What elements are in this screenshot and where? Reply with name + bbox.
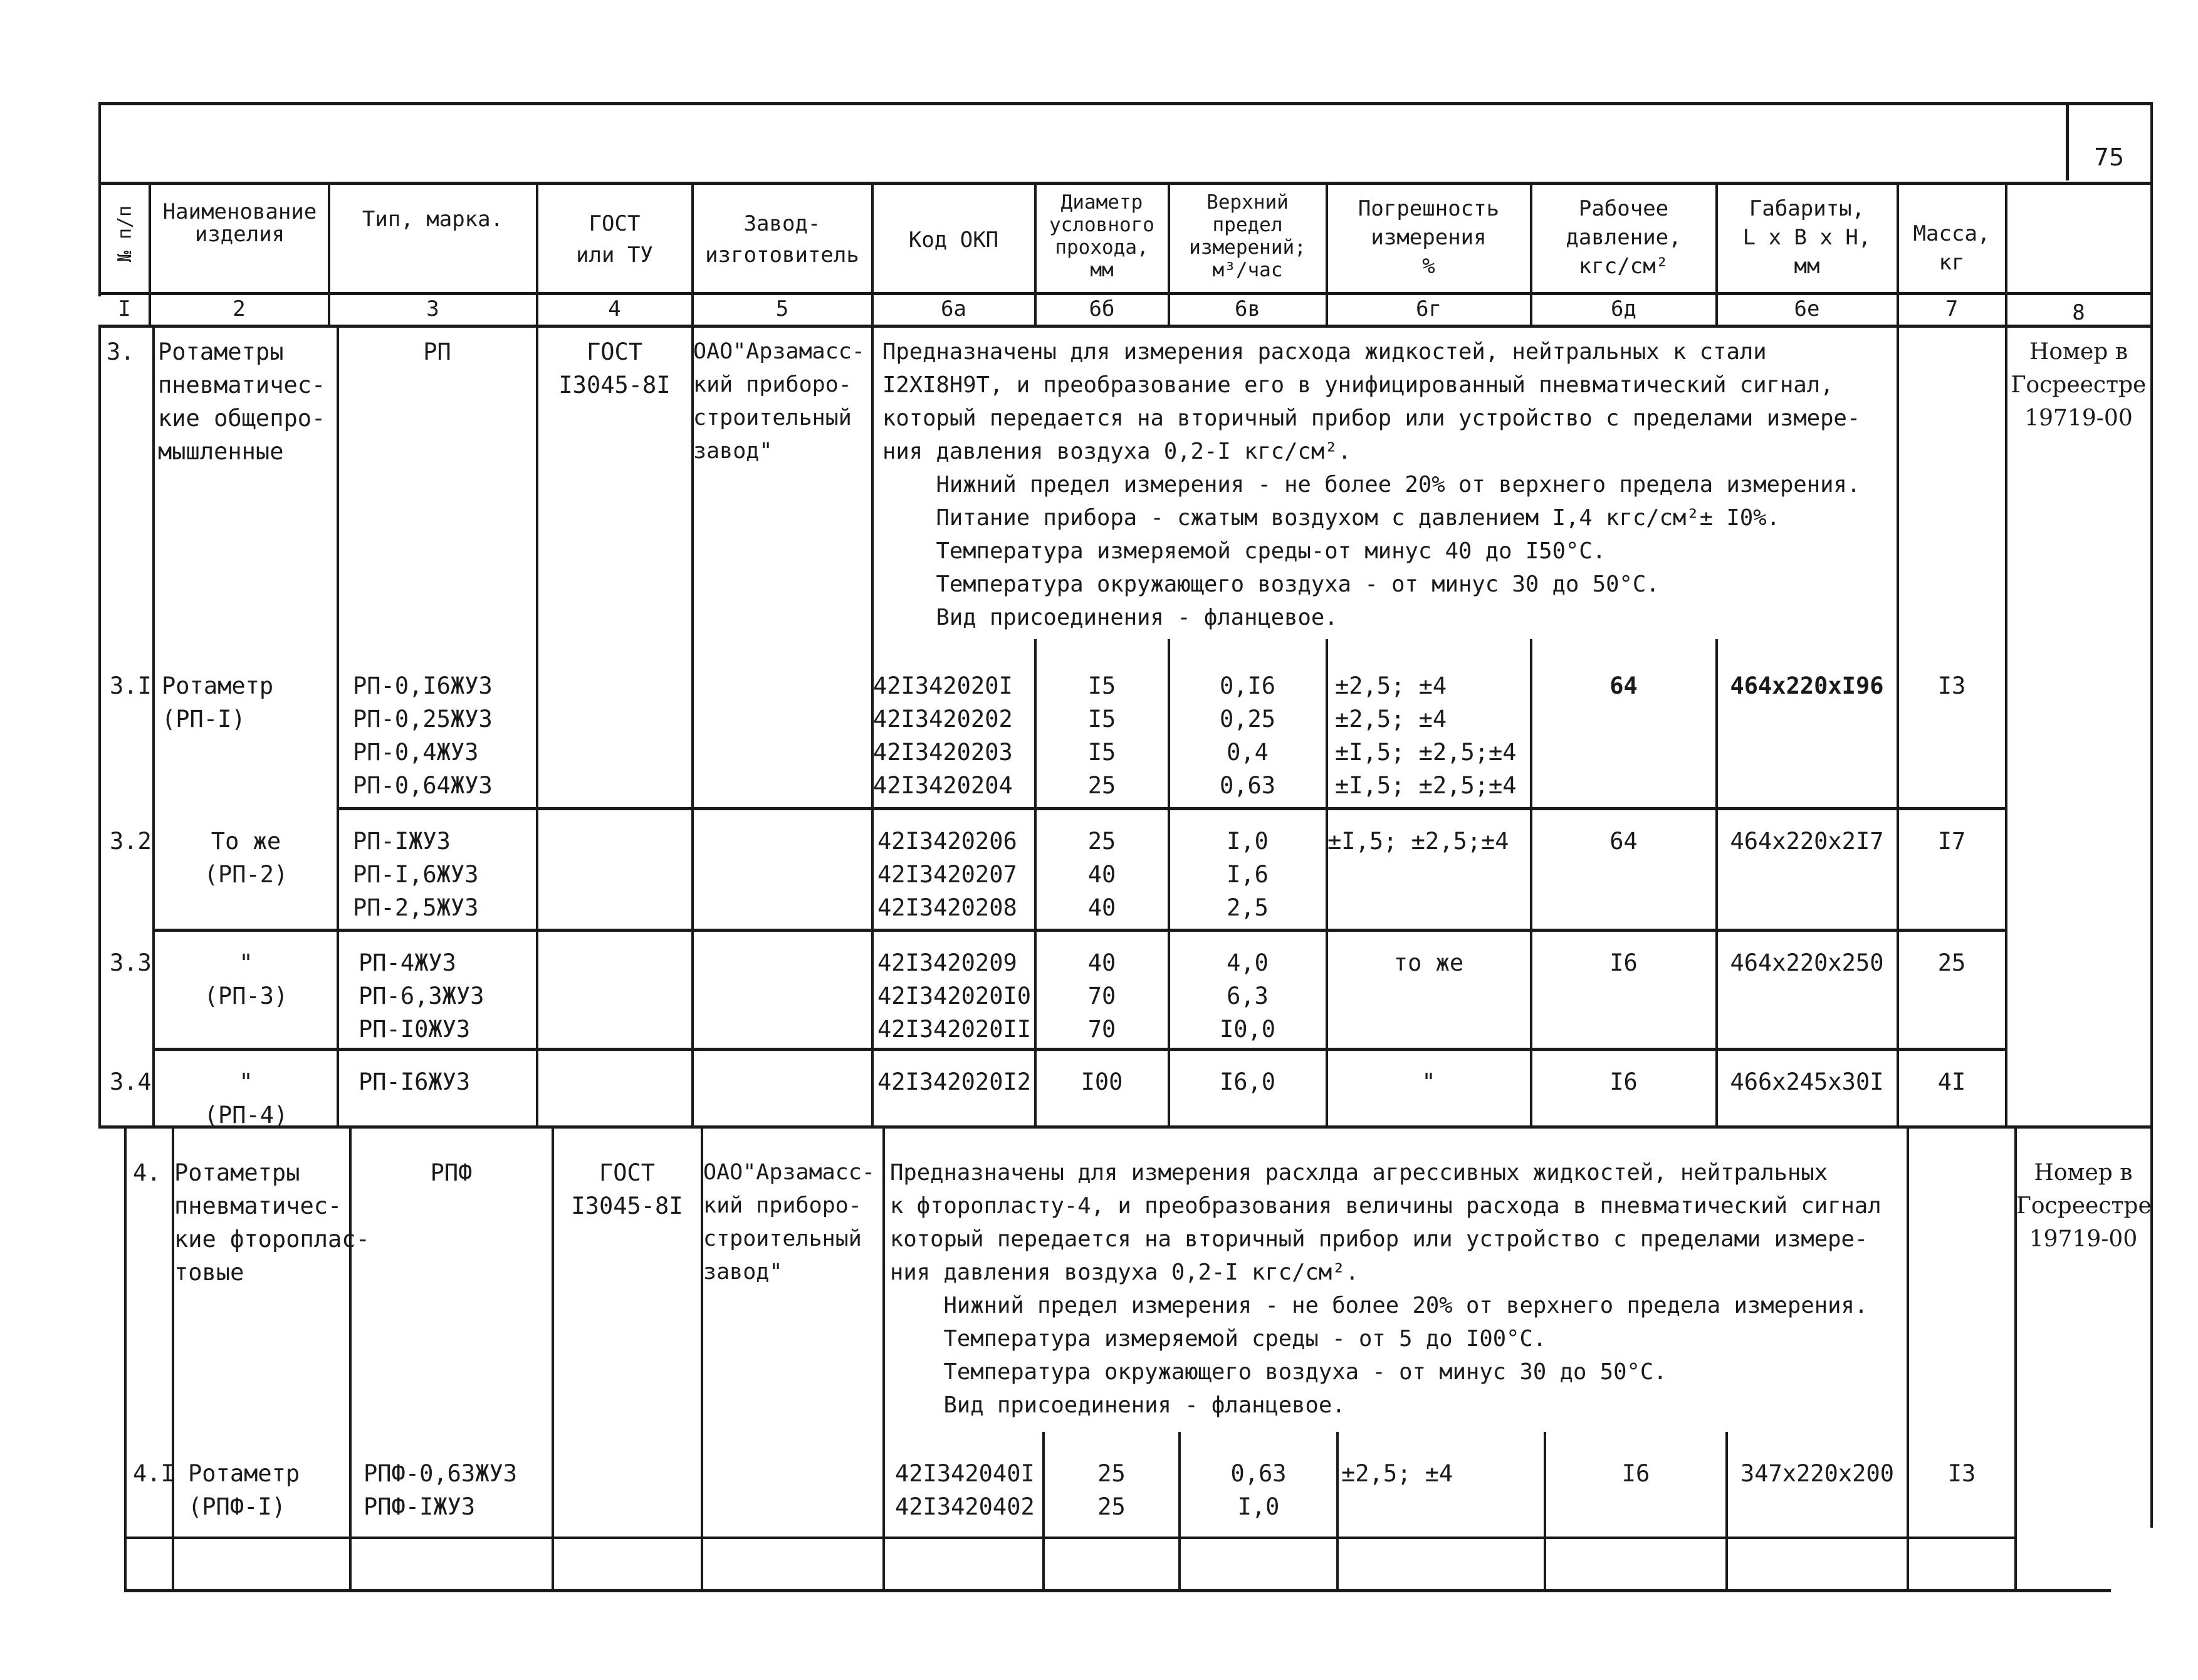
header-factory: Завод- изготовитель (705, 211, 859, 268)
header-type: Тип, марка. (362, 207, 504, 232)
colnum-6b: 6б (1089, 296, 1115, 321)
row-3-1-mass: I3 (1937, 672, 1966, 699)
header-bottom-line (98, 292, 2153, 295)
row-3-3-name: " (РП-3) (204, 949, 288, 1010)
row-3-4-dims: 466x245x30I (1730, 1068, 1884, 1095)
s4-description: Предназначены для измерения расхлда агрессивных жидкостей, нейтральных к фторопласту-4, и преобразования величины расхода в пневматический сигнал который передается на вторичный прибор или устройство с пределами измере- ния давления воздуха 0,2-I кгс/см². Нижний предел измерения - не более 20% от верхнего предела измерения. Температура измеряемой среды - от 5 до I00°C. Температура окружающего воздуха - от минус 30 до 50°C. Вид присоединения - фланцевое. (890, 1160, 1881, 1418)
row-3-4-num: 3.4 (110, 1068, 152, 1095)
row-3-4-error: " (1421, 1068, 1436, 1095)
row-4-1-upper: 0,63 I,0 (1230, 1460, 1287, 1520)
s3-gost: ГОСТ I3045-8I (558, 338, 671, 399)
row-4-1-error: ±2,5; ±4 (1341, 1460, 1453, 1487)
s4-v-press (1725, 1432, 1728, 1589)
section-divider (98, 1125, 2153, 1129)
row-3-2-codes: 42I3420206 42I3420207 42I3420208 (877, 828, 1017, 921)
s3-v-left (98, 325, 101, 1127)
s3-v-press (1715, 639, 1718, 1127)
s3-num: 3. (107, 338, 135, 365)
s4-name: Ротаметры пневматичес- кие фтороплас- товые (174, 1159, 370, 1286)
colnum-bottom-line (98, 325, 2153, 328)
s4-type: РПФ (430, 1159, 473, 1186)
row-3-4-types: РП-I6ЖУ3 (358, 1068, 471, 1095)
header-mass: Масса, кг (1913, 221, 1991, 275)
colnum-6e: 6е (1794, 296, 1820, 321)
row-3-4-pressure: I6 (1609, 1068, 1638, 1095)
s4-v-left (124, 1125, 127, 1589)
row-3-2-mass: I7 (1937, 828, 1966, 855)
s4-v-error (1544, 1432, 1546, 1589)
row-3-4-name: " (РП-4) (204, 1068, 288, 1129)
row-3-3-mass: 25 (1937, 949, 1966, 976)
row-3-2-error: ±I,5; ±2,5;±4 (1327, 828, 1509, 855)
row-3-4-diam: I00 (1081, 1068, 1123, 1095)
colnum-4: 4 (608, 296, 621, 321)
colnum-6v: 6в (1235, 296, 1260, 321)
row-3-1-pressure: 64 (1609, 672, 1638, 699)
s4-v-dims (1907, 1125, 1909, 1589)
row-3-3-pressure: I6 (1609, 949, 1638, 976)
s3-v-mass (2005, 325, 2007, 1127)
s4-factory: ОАО"Арзамасс- кий приборо- строительный завод" (703, 1160, 875, 1285)
row-3-2-upper: I,0 I,6 2,5 (1227, 828, 1269, 921)
row-3-1-upper: 0,I6 0,25 0,4 0,63 (1219, 672, 1276, 799)
row-3-1-error: ±2,5; ±4 ±2,5; ±4 ±I,5; ±2,5;±4 ±I,5; ±2,5;±4 (1335, 672, 1517, 799)
colnum-7: 7 (1945, 296, 1959, 321)
header-okp: Код ОКП (908, 227, 999, 253)
row-4-1-num: 4.I (133, 1460, 175, 1487)
s3-type: РП (423, 338, 451, 365)
colnum-8: 8 (2072, 300, 2085, 325)
row-3-1-num: 3.I (110, 672, 152, 699)
row-3-2-pressure: 64 (1609, 828, 1638, 855)
s4-note: Номер в Госреестре 19719-00 (2016, 1160, 2152, 1252)
row-3-2-dims: 464x220x2I7 (1730, 828, 1884, 855)
colnum-5: 5 (775, 296, 789, 321)
s4-v-upper (1336, 1432, 1339, 1589)
bottom-border (124, 1589, 2111, 1592)
s4-num: 4. (133, 1159, 161, 1186)
colnum-6g: 6г (1416, 296, 1442, 321)
row-3-4-mass: 4I (1937, 1068, 1966, 1095)
row-4-1-types: РПФ-0,63ЖУ3 РПФ-IЖУ3 (364, 1460, 518, 1520)
row-3-1-dims: 464x220xI96 (1730, 672, 1884, 699)
s4-last-row-top (124, 1537, 2014, 1539)
header-pressure: Рабочее давление, кгс/см² (1566, 196, 1682, 279)
row-3-1-name: Ротаметр (РП-I) (162, 672, 274, 733)
s3-v-num (152, 325, 155, 1127)
row-3-3-num: 3.3 (110, 949, 152, 976)
s3-note: Номер в Госреестре 19719-00 (2011, 339, 2147, 431)
row-4-1-codes: 42I342040I 42I3420402 (895, 1460, 1035, 1520)
s3-row3-bottom (152, 1048, 2005, 1051)
s3-row2-bottom (152, 929, 2005, 932)
s3-v-dims (1897, 325, 1899, 1127)
row-4-1-name: Ротаметр (РПФ-I) (188, 1460, 300, 1520)
row-3-2-name: То же (РП-2) (204, 828, 288, 888)
row-4-1-diam: 25 25 (1097, 1460, 1126, 1520)
row-3-3-types: РП-4ЖУ3 РП-6,3ЖУ3 РП-I0ЖУ3 (358, 949, 484, 1043)
row-3-3-dims: 464x220x250 (1730, 949, 1884, 976)
right-border (2150, 102, 2153, 1528)
row-3-2-types: РП-IЖУ3 РП-I,6ЖУ3 РП-2,5ЖУ3 (353, 828, 479, 921)
colnum-1: I (118, 296, 131, 321)
row-3-2-num: 3.2 (110, 828, 152, 855)
row-3-3-diam: 40 70 70 (1087, 949, 1116, 1043)
s3-v-name (337, 325, 339, 1127)
header-name: Наименование изделия (162, 199, 317, 247)
s3-row1-bottom (337, 807, 2005, 810)
row-3-1-types: РП-0,I6ЖУ3 РП-0,25ЖУ3 РП-0,4ЖУ3 РП-0,64ЖУ3 (353, 672, 493, 799)
header-upper-limit: Верхний предел измерений; м³/час (1189, 191, 1306, 281)
left-border-top (98, 102, 101, 296)
s3-v-upper (1326, 639, 1328, 1127)
header-error: Погрешность измерения % (1358, 196, 1500, 279)
row-4-1-mass: I3 (1947, 1460, 1976, 1487)
row-3-1-codes: 42I342020I 42I3420202 42I3420203 42I3420204 (873, 672, 1013, 799)
row-4-1-dims: 347x220x200 (1740, 1460, 1895, 1487)
s3-name: Ротаметры пневматичес- кие общепро- мышленные (158, 338, 326, 465)
colnum-3: 3 (426, 296, 439, 321)
row-4-1-pressure: I6 (1621, 1460, 1650, 1487)
row-3-4-codes: 42I342020I2 (877, 1068, 1032, 1095)
row-3-2-diam: 25 40 40 (1087, 828, 1116, 921)
s3-v-error (1530, 639, 1532, 1127)
header-dimensions: Габариты, L x B x H, мм (1742, 196, 1871, 279)
header-diameter: Диаметр условного прохода, мм (1049, 191, 1154, 281)
s4-gost: ГОСТ I3045-8I (571, 1159, 683, 1219)
colnum-6a: 6а (941, 296, 966, 321)
s4-v-factory (882, 1125, 885, 1589)
top-border (98, 102, 2153, 105)
header-top-line (98, 182, 2153, 185)
row-3-3-error: то же (1393, 949, 1464, 976)
header-gost: ГОСТ или ТУ (576, 211, 653, 268)
row-3-1-diam: I5 I5 I5 25 (1087, 672, 1116, 799)
row-3-4-upper: I6,0 (1219, 1068, 1276, 1095)
s3-v-type (536, 325, 538, 1127)
page-number: 75 (2093, 143, 2125, 171)
row-3-3-codes: 42I3420209 42I342020I0 42I342020II (877, 949, 1032, 1043)
s3-description: Предназначены для измерения расхода жидкостей, нейтральных к стали I2XI8H9T, и преобразование его в унифицированный пневматический сигнал, который передается на вторичный прибор или устройство с пределами измере- ния давления воздуха 0,2-I кгс/см². Нижний предел измерения - не более 20% от верхнего предела измерения. Питание прибора - сжатым воздухом с давлением I,4 кгс/см²± I0%. Температура измеряемой среды-от минус 40 до I50°C. Температура окружающего воздуха - от минус 30 до 50°C. Вид присоединения - фланцевое. (882, 339, 1861, 630)
colnum-2: 2 (233, 296, 246, 321)
s3-factory: ОАО"Арзамасс- кий приборо- строительный завод" (693, 339, 865, 464)
colnum-6d: 6д (1611, 296, 1636, 321)
header-num: № п/п (114, 205, 136, 263)
row-3-3-upper: 4,0 6,3 I0,0 (1219, 949, 1276, 1043)
